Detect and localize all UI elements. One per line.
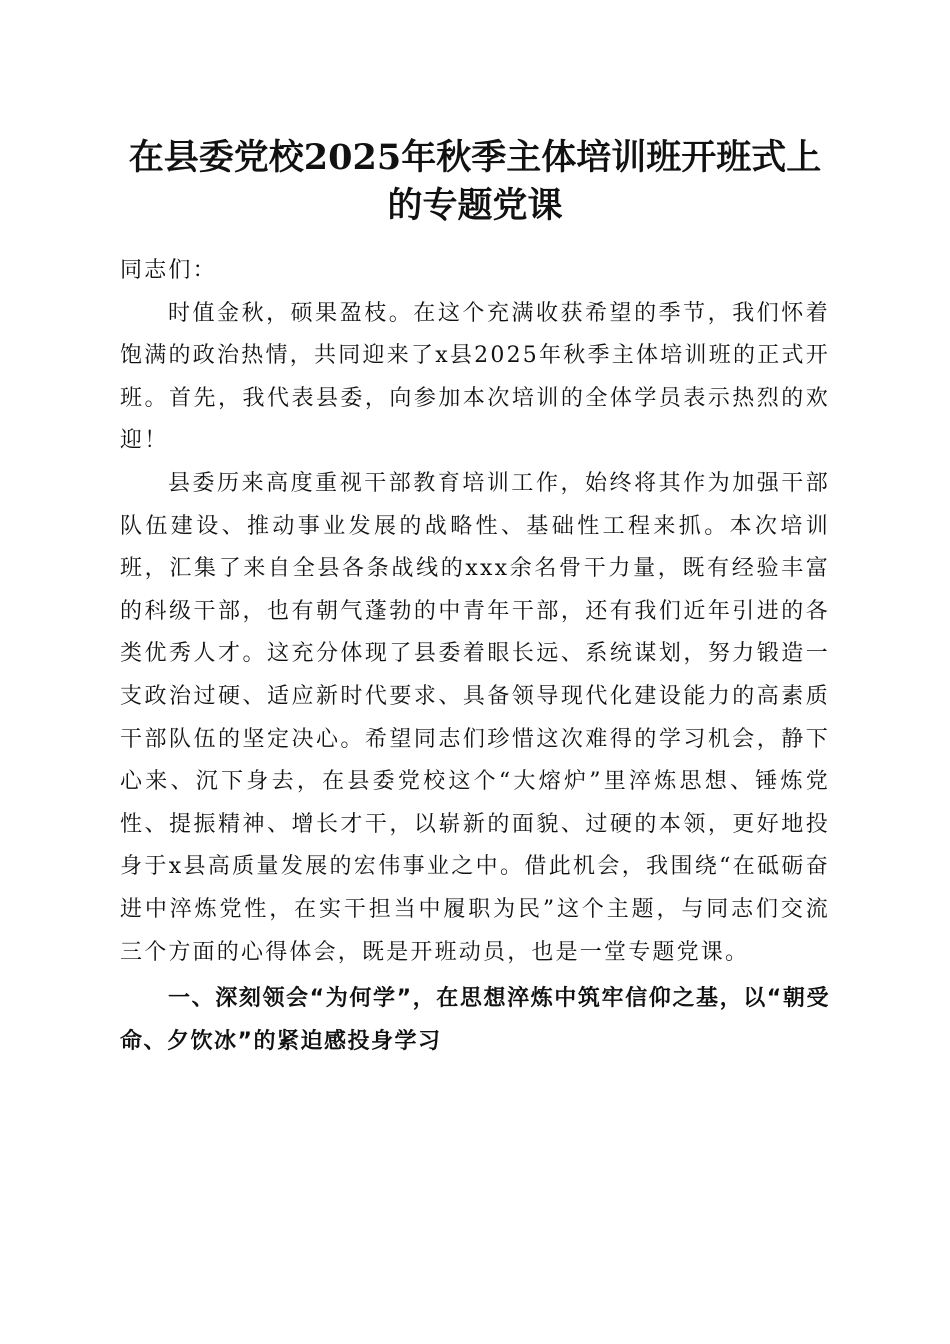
- document-body: [120, 250, 830, 1063]
- document-title-line-2: 的专题党课: [387, 185, 563, 226]
- paragraph-opening: 时值金秋，硕果盈枝。在这个充满收获希望的季节，我们怀着饱满的政治热情，共同迎来了x县2025年秋季主体培训班的正式开班。首先，我代表县委，向参加本次培训的全体学员表示热烈的欢迎！: [120, 300, 830, 454]
- document-title-line-1: 在县委党校2025年秋季主体培训班开班式上: [128, 137, 822, 178]
- salutation: 同志们：: [120, 258, 217, 283]
- document-title: [120, 134, 830, 230]
- paragraph-introduction: 县委历来高度重视干部教育培训工作，始终将其作为加强干部队伍建设、推动事业发展的战略性、基础性工程来抓。本次培训班，汇集了来自全县各条战线的xxx余名骨干力量，既有经验丰富的科级干部，也有朝气蓬勃的中青年干部，还有我们近年引进的各类优秀人才。这充分体现了县委着眼长远、系统谋划，努力锻造一支政治过硬、适应新时代要求、具备领导现代化建设能力的高素质干部队伍的坚定决心。希望同志们珍惜这次难得的学习机会，静下心来、沉下身去，在县委党校这个“大熔炉”里淬炼思想、锤炼党性、提振精神、增长才干，以崭新的面貌、过硬的本领，更好地投身于x县高质量发展的宏伟事业之中。借此机会，我围绕“在砥砺奋进中淬炼党性，在实干担当中履职为民”这个主题，与同志们交流三个方面的心得体会，既是开班动员，也是一堂专题党课。: [120, 470, 830, 965]
- section-heading-1: 一、深刻领会“为何学”，在思想淬炼中筑牢信仰之基，以“朝受命、夕饮冰”的紧迫感投身学习: [120, 986, 830, 1054]
